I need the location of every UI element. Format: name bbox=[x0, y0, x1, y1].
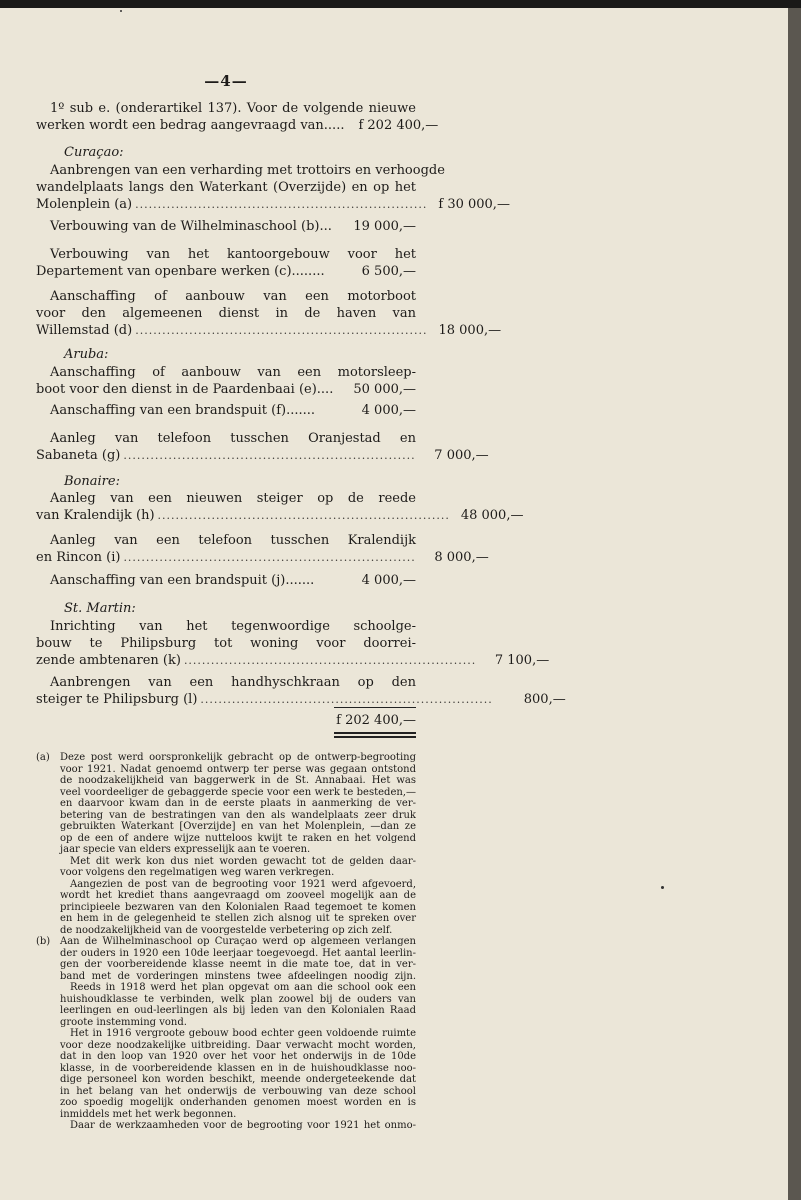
item-line: Verbouwing van het kantoorgebouw voor het bbox=[50, 247, 416, 262]
footnote-line: klasse, in de voorbereidende klassen en in de huishoudklasse noo- bbox=[60, 1062, 416, 1074]
item-last-line: zende ambtenaren (k) bbox=[36, 653, 181, 668]
item-line: Inrichting van het tegenwoordige schoolge- bbox=[50, 619, 416, 634]
footnote-line: gebruikten Waterkant [Overzijde] en van het Molenplein, —dan ze bbox=[60, 821, 416, 832]
item-amount: 4 000,— bbox=[361, 573, 416, 588]
budget-item bbox=[36, 402, 416, 419]
item-amount: 4 000,— bbox=[361, 403, 416, 418]
item-amount: 48 000,— bbox=[460, 508, 524, 523]
footnote-line: zoo spoedig mogelijk onderhanden genomen moest worden en is bbox=[60, 1097, 416, 1108]
budget-item: Aanbrengen van een verharding met trottoirs en verhoogde wandelplaats langs den Waterkant (Overzijde) en op het Molenplein (a) ................................................................. f 30 000,— bbox=[36, 163, 510, 212]
item-last-line: Aanschaffing van een brandspuit (j)....... bbox=[50, 573, 315, 588]
footnote-line: de noodzakelijkheid van de voorgestelde verbetering op zich zelf. bbox=[60, 924, 393, 936]
item-last-line: en Rincon (i) bbox=[36, 550, 121, 565]
item-amount: 8 000,— bbox=[434, 550, 489, 565]
sum-rule bbox=[334, 707, 416, 708]
item-last-line: boot voor den dienst in de Paardenbaai (e).... bbox=[36, 382, 334, 397]
item-amount: 50 000,— bbox=[353, 382, 416, 397]
footnote-line: Reeds in 1918 werd het plan opgevat om aan die school ook een bbox=[70, 982, 416, 993]
item-line: wandelplaats langs den Waterkant (Overzijde) en op het bbox=[36, 180, 416, 195]
footnote-line: en daarvoor kwam dan in de eerste plaats in aanmerking de ver- bbox=[60, 798, 416, 809]
item-line: Aanleg van een nieuwen steiger op de reede bbox=[50, 491, 416, 506]
footnote-line: band met de vorderingen minstens twee afdeelingen noodig zijn. bbox=[60, 970, 416, 982]
footnote-line: gen der voorbereidende klasse neemt in die mate toe, dat in ver- bbox=[60, 959, 416, 970]
footnote-label: (b) bbox=[36, 936, 51, 947]
footnote-line: Aan de Wilhelminaschool op Curaçao werd op algemeen verlangen bbox=[60, 936, 416, 947]
budget-item: Aanschaffing of aanbouw van een motorboot voor den algemeenen dienst in de haven van Willemstad (d) ................................................................. 18 000,— bbox=[36, 289, 502, 338]
section-heading-aruba: Aruba: bbox=[64, 347, 109, 362]
total-double-rule-2 bbox=[334, 736, 416, 738]
item-last-line: Verbouwing van de Wilhelminaschool (b)... bbox=[50, 219, 332, 234]
budget-item bbox=[36, 246, 416, 280]
section-heading-curacao: Curaçao: bbox=[64, 145, 124, 160]
paper-speck bbox=[120, 10, 122, 12]
item-line: Aanleg van een telefoon tusschen Kralendijk bbox=[50, 533, 416, 548]
footnote-line: voor 1921. Nadat genoemd ontwerp ter perse was gegaan ontstond bbox=[60, 763, 416, 775]
item-line: bouw te Philipsburg tot woning voor doorrei- bbox=[36, 636, 416, 651]
footnote-line: op de een of andere wijze nutteloos kwijt te raken en het volgend bbox=[60, 832, 416, 844]
footnote-line: huishoudklasse te verbinden, welk plan zoowel bij de ouders van bbox=[60, 993, 416, 1005]
item-amount: 7 000,— bbox=[434, 448, 489, 463]
item-amount: 18 000,— bbox=[438, 323, 502, 338]
budget-item bbox=[36, 364, 416, 398]
scan-right-edge bbox=[788, 8, 801, 1200]
item-last-line: steiger te Philipsburg (l) bbox=[36, 692, 198, 707]
footnote-line: Met dit werk kon dus niet worden gewacht tot de gelden daar- bbox=[70, 855, 416, 867]
budget-item: Aanbrengen van een handhyschkraan op den steiger te Philipsburg (l) ................................................................. 800,— bbox=[36, 675, 566, 707]
item-last-line: van Kralendijk (h) bbox=[36, 508, 155, 523]
budget-item: Aanleg van een telefoon tusschen Kralendijk en Rincon (i) ................................................................. 8 000,— bbox=[36, 533, 489, 565]
intro-line-2 bbox=[36, 117, 439, 134]
footnote-line: Daar de werkzaamheden voor de begrooting voor 1921 het onmo- bbox=[70, 1120, 416, 1131]
item-line: Aanschaffing of aanbouw van een motorboot bbox=[50, 289, 416, 304]
item-amount: 7 100,— bbox=[494, 653, 550, 668]
footnote-line: Het in 1916 vergroote gebouw bood echter geen voldoende ruimte bbox=[70, 1028, 416, 1039]
paper-speck bbox=[661, 886, 664, 889]
item-last-line: Molenplein (a) bbox=[36, 197, 133, 212]
total-double-rule-1 bbox=[334, 732, 416, 734]
budget-item: Inrichting van het tegenwoordige schoolge- bouw te Philipsburg tot woning voor doorrei- zende ambtenaren (k) ................................................................. 7 100,— bbox=[36, 619, 550, 668]
item-amount: 6 500,— bbox=[361, 264, 416, 279]
footnote-line: inmiddels met het werk begonnen. bbox=[60, 1108, 237, 1120]
budget-item: Aanleg van een nieuwen steiger op de reede van Kralendijk (h) ................................................................. 48 000,— bbox=[36, 491, 524, 523]
footnote-line: dige personeel kon worden beschikt, meende ondergeteekende dat bbox=[60, 1074, 416, 1085]
footnote-label: (a) bbox=[36, 752, 50, 763]
item-amount: f 30 000,— bbox=[438, 197, 510, 212]
item-line: Aanleg van telefoon tusschen Oranjestad en bbox=[50, 431, 416, 446]
footnote-line: Deze post werd oorspronkelijk gebracht op de ontwerp-begrooting bbox=[60, 752, 416, 763]
footnote-line: leerlingen en oud-leerlingen als bij leden van den Kolonialen Raad bbox=[60, 1005, 416, 1016]
item-line: Aanschaffing of aanbouw van een motorsleep- bbox=[50, 365, 416, 380]
section-heading-bonaire: Bonaire: bbox=[64, 474, 120, 489]
footnote-text bbox=[60, 936, 416, 1132]
footnote-line: principieele bezwaren van den Kolonialen Raad tegemoet te komen bbox=[60, 901, 416, 913]
budget-item: Aanleg van telefoon tusschen Oranjestad en Sabaneta (g) ................................................................. 7 000,— bbox=[36, 431, 489, 463]
total-row bbox=[36, 712, 416, 729]
item-last-line: Departement van openbare werken (c)........ bbox=[36, 264, 325, 279]
footnote-line: wordt het krediet thans aangevraagd om zooveel mogelijk aan de bbox=[60, 890, 416, 901]
item-last-line: Aanschaffing van een brandspuit (f)....... bbox=[50, 403, 316, 418]
item-amount: 800,— bbox=[523, 692, 566, 707]
footnote-a bbox=[36, 752, 416, 936]
budget-item bbox=[36, 218, 416, 235]
item-line: voor den algemeenen dienst in de haven van bbox=[36, 306, 416, 321]
footnote-line: Aangezien de post van de begrooting voor 1921 werd afgevoerd, bbox=[70, 878, 416, 890]
budget-item bbox=[36, 572, 416, 589]
section-heading-st-martin: St. Martin: bbox=[64, 601, 136, 616]
footnote-line: veel voordeeliger de gebaggerde specie voor een werk te besteden,— bbox=[60, 786, 416, 798]
item-line: Aanbrengen van een handhyschkraan op den bbox=[50, 675, 416, 690]
footnote-line: in het belang van het onderwijs de verbouwing van deze school bbox=[60, 1085, 416, 1097]
item-amount: 19 000,— bbox=[353, 219, 416, 234]
footnote-b bbox=[36, 936, 416, 1132]
item-line: Aanbrengen van een verharding met trottoirs en verhoogde bbox=[50, 163, 445, 178]
footnote-line: voor deze noodzakelijke uitbreiding. Daar verwacht mocht worden, bbox=[60, 1039, 416, 1051]
intro-paragraph bbox=[36, 100, 439, 134]
page-number: —4— bbox=[204, 72, 248, 90]
footnote-line: groote instemming vond. bbox=[60, 1016, 187, 1028]
footnote-line: voor volgens den regelmatigen weg waren verkregen. bbox=[60, 867, 335, 878]
footnote-line: dat in den loop van 1920 over het voor het onderwijs in de 10de bbox=[60, 1051, 416, 1062]
footnote-line: de noodzakelijkheid van baggerwerk in de St. Annabaai. Het was bbox=[60, 775, 416, 786]
footnote-line: betering van de bestratingen van den als wandelplaats zeer druk bbox=[60, 809, 416, 821]
intro-line-2-text: werken wordt een bedrag aangevraagd van..... bbox=[36, 118, 345, 133]
intro-amount: f 202 400,— bbox=[358, 118, 439, 133]
footnote-line: jaar specie van elders expresselijk aan te voeren. bbox=[60, 844, 311, 855]
intro-line-1: 1º sub e. (onderartikel 137). Voor de volgende nieuwe bbox=[50, 101, 416, 116]
total-amount: f 202 400,— bbox=[336, 713, 416, 728]
footnote-line: en hem in de gelegenheid te stellen zich alsnog uit te spreken over bbox=[60, 913, 416, 924]
item-last-line: Willemstad (d) bbox=[36, 323, 133, 338]
footnote-line: der ouders in 1920 een 10de leerjaar toegevoegd. Het aantal leerlin- bbox=[60, 947, 416, 959]
item-last-line: Sabaneta (g) bbox=[36, 448, 121, 463]
footnote-text bbox=[60, 752, 416, 936]
